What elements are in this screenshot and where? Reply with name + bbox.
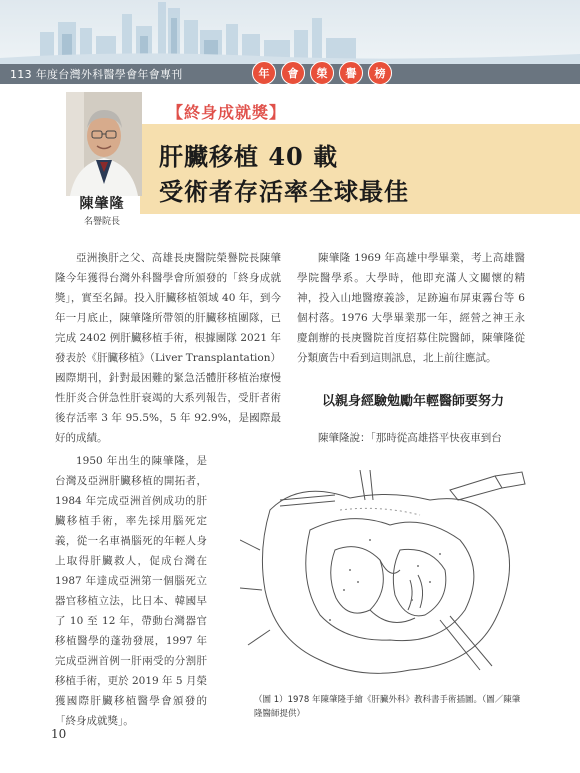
paragraph: 陳肇隆 1969 年高雄中學畢業，考上高雄醫學院醫學系。大學時，他即充滿人文關懷的精神，投入山地醫療義診，足跡遍布屏東霧台等 6 個村落。1976 大學畢業那一年，經營之神王永慶創辦的長庚醫院首度招募住院醫師，陳肇隆從分類廣告中看到這則訊息，北上前往應試。 — [297, 252, 525, 364]
section-char: 譽 — [339, 61, 363, 85]
section-char: 會 — [281, 61, 305, 85]
city-skyline-image — [0, 0, 580, 64]
person-title: 名譽院長 — [83, 217, 120, 227]
name-card — [68, 193, 136, 227]
title-box — [140, 124, 580, 214]
header-banner — [0, 0, 580, 86]
column-1-bottom — [55, 451, 207, 731]
column-2-top — [297, 248, 525, 368]
surgical-illustration — [240, 470, 530, 685]
portrait-photo — [66, 92, 142, 196]
person-name: 陳肇隆 — [79, 196, 125, 212]
column-1-top — [55, 248, 281, 448]
magazine-band — [0, 64, 580, 84]
paragraph: 陳肇隆說：「那時從高雄搭平快夜車到台 — [318, 432, 502, 444]
section-char: 年 — [252, 61, 276, 85]
magazine-title: 113 年度台灣外科醫學會年會專刊 — [10, 68, 183, 81]
section-char: 榮 — [310, 61, 334, 85]
column-2-bottom — [297, 428, 525, 448]
figure-caption: （圖 1）1978 年陳肇隆手繪《肝臟外科》教科書手術插圖。（圖／陳肇隆醫師提供） — [254, 695, 521, 719]
award-label: 【終身成就獎】 — [167, 103, 287, 122]
paragraph: 亞洲換肝之父、高雄長庚醫院榮譽院長陳肇隆今年獲得台灣外科醫學會所頒發的「終身成就獎」，實至名歸。投入肝臟移植領域 40 年，到今年一月底止，陳肇隆所帶領的肝臟移植團隊，已完成 2402 例肝臟移植手術，根據團隊 2021 年發表於《肝臟移植》（Liver Transplantation）國際期刊，針對最困難的緊急活體肝移植治療慢性肝炎合併急性肝衰竭的大系列報告，受肝者術後存活率 3 年 95.5%，5 年 92.9%，是國際最好的成績。 — [55, 252, 281, 444]
page-number: 10 — [51, 727, 67, 741]
title-line-1: 肝臟移植 40 載 — [159, 142, 339, 171]
section-label — [252, 61, 392, 85]
section-subheading: 以親身經驗勉勵年輕醫師要努力 — [322, 394, 505, 409]
section-char: 榜 — [368, 61, 392, 85]
paragraph: 1950 年出生的陳肇隆，是台灣及亞洲肝臟移植的開拓者，1984 年完成亞洲首例成功的肝臟移植手術，率先採用腦死定義，從一名車禍腦死的年輕人身上取得肝臟救人，促成台灣在 1987 年達成亞洲第一個腦死立器官移植立法，比日本、韓國早了 10 至 12 年，帶動台灣器官移植醫學的蓬勃發展，1997 年完成亞洲首例一肝兩受的分割肝移植手術，更於 2019 年 5 月榮獲國際肝臟移植醫學會頒發的「終身成就獎」。 — [55, 455, 207, 727]
title-line-2: 受術者存活率全球最佳 — [159, 177, 409, 206]
